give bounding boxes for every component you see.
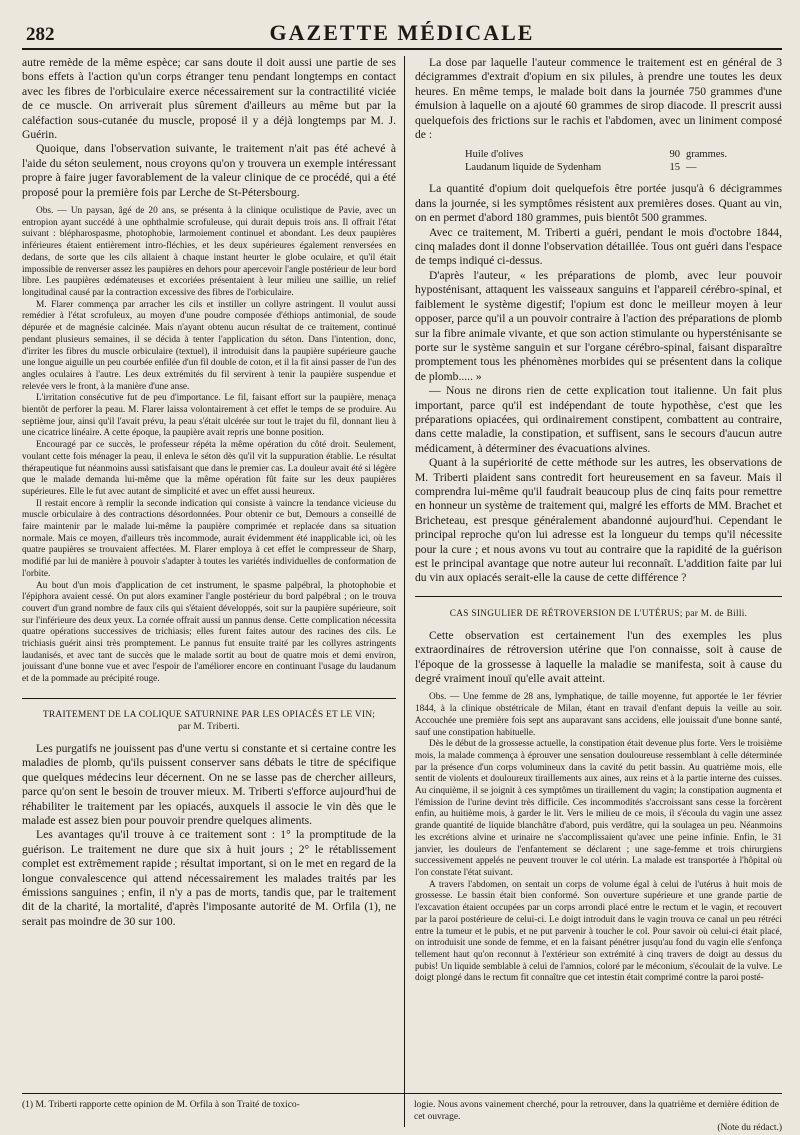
paragraph: La quantité d'opium doit quelquefois être portée jusqu'à 6 décigrammes dans la journée, si les symptômes résistent aux premières doses. Quant au vin, on en permet d'abord 180 grammes, puis bientôt 500 grammes. — [415, 182, 782, 225]
paragraph: La dose par laquelle l'auteur commence le traitement est en général de 3 décigrammes d'extrait d'opium en six pilules, à prendre une toutes les deux heures. En même temps, le malade boit dans la journée 750 grammes d'une émulsion à laquelle on a ajouté 60 grammes de sirop diacode. Il prescrit aussi quelquefois des frictions sur le rachis et l'abdomen, avec un liniment composé de : — [415, 56, 782, 142]
paragraph: Cette observation est certainement l'un des exemples les plus extraordinaires de rétroversion utérine que l'on connaisse, soit à cause de l'époque de la grossesse à laquelle la maladie se manifesta, soit à cause du degré vraiment inouï qu'elle avait atteint. — [415, 628, 782, 686]
paragraph: A travers l'abdomen, on sentait un corps de volume égal à celui de l'utérus à huit mois de grossesse. Le bassin était bien conformé. Son ouverture supérieure et une grande partie de l'excavation étaient occupées par un corps arrondi placé entre le rectum et le vagin, et recouvert par la paroi postérieure de celui-ci. Le doigt introduit dans le vagin trouva ce canal un peu rétréci entre la tumeur et le pubis, et ne put parvenir à toucher le col. Pour savoir où celui-ci était placé, on introduisit une sonde de femme, et en la faisant pénétrer jusqu'au fond du vagin elle s'enfonça tellement haut qu'on reconnut à l'extérieur son extrémité à cinq travers de doigt au dessus du pubis! Un liquide semblable à celui de l'amnios, coloré par le méconium, s'écoulait de la vulve. Le doigt plongé dans le rectum fit connaître que cet intestin était comprimé contre la paroi posté- — [415, 879, 782, 984]
page-number: 282 — [26, 24, 55, 45]
footnote-left: (1) M. Triberti rapporte cette opinion de M. Orfila à son Traité de toxico- — [22, 1100, 300, 1110]
footnotes — [22, 1093, 782, 1135]
paragraph: L'irritation consécutive fut de peu d'importance. Le fil, faisant effort sur la paupière, menaça bientôt de perforer la peau. M. Flarer laissa volontairement à cet effet le temps de se produire. Au septième jour, ainsi qu'il l'avait prévu, la peau s'était ulcérée sur tout le trajet du fil, donnant lieu à une cicatrice linéaire. A cette époque, la paupière avait repris une bonne position. — [22, 393, 396, 439]
right-column — [404, 56, 782, 1127]
recipe-unit: grammes. — [686, 149, 728, 161]
page-header — [22, 14, 782, 50]
recipe-row — [465, 148, 782, 161]
recipe-ingredient: Huile d'olives — [465, 149, 524, 161]
recipe-quantity: 90 — [669, 149, 680, 161]
paragraph: Quoique, dans l'observation suivante, le traitement n'ait pas été achevé à l'aide du séton seulement, nous croyons qu'on y trouvera un exemple intéressant propre à faire juger favorablement de la valeur clinique de ce procédé, qui a été proposé pour la première fois par Lerche de St-Pétersbourg. — [22, 142, 396, 199]
obs-label: Obs. — — [36, 206, 67, 217]
footnote-right-text: logie. Nous avons vainement cherché, pour la retrouver, dans la quatrième et dernière édition de cet ouvrage. — [414, 1100, 779, 1122]
recipe-list — [465, 148, 782, 174]
paragraph: Avec ce traitement, M. Triberti a guéri, pendant le mois d'octobre 1844, cinq malades dont il donne l'observation détaillée. Tous ont guéri dans l'espace de temps indiqué ci-dessus. — [415, 225, 782, 268]
obs-text: Une femme de 28 ans, lymphatique, de taille moyenne, fut apportée le 1er février 1844, à la clinique obstétricale de Milan, étant en travail d'enfant depuis la veille au soir. Accouchée une première fois sept ans auparavant sans accidens, elle jouissait d'une bonne santé, sauf une constipation habituelle. — [415, 692, 782, 738]
paragraph: Il restait encore à remplir la seconde indication qui consiste à vaincre la tendance vicieuse du muscle orbiculaire à des contractions désordonnées. Pour obtenir ce but, Demours a conseillé de faire maintenir par le malade lui-même la paupière comprimée et replacée dans sa situation normale. Mais ce moyen, d'ailleurs très incommode, aurait évidemment été inapplicable ici, où les quatre paupières se trouvaient affectées. M. Flarer employa à cet effet le compresseur de Sharp, modifié par lui de manière à pouvoir s'adapter à toutes les variétés individuelles de conformation de l'orbite. — [22, 498, 396, 579]
section-heading — [22, 698, 396, 734]
paragraph: — Nous ne dirons rien de cette explication tout italienne. Un fait plus important, parce qu'il est indépendant de toute hypothèse, c'est que les préparations opiacées, qui ordinairement constipent, combattent au contraire, dans cette maladie, la constipation, et suffisent, sans le secours d'aucun autre médicament, à déterminer des évacuations alvines. — [415, 384, 782, 455]
recipe-quantity: 15 — [669, 162, 680, 174]
paragraph: autre remède de la même espèce; car sans doute il doit aussi une partie de ses bons effets à l'action qu'un corps étranger tenu pendant longtemps en contact avec les fibres de l'orbiculaire exerce nécessairement sur la contractilité viciée de ce muscle. On arriverait plus sûrement d'ailleurs au même but par la caléfaction sous-cutanée du muscle, proposé il y a déjà longtemps par M. J. Guérin. — [22, 56, 396, 142]
recipe-unit: — — [686, 162, 697, 174]
paragraph: Encouragé par ce succès, le professeur répéta la même opération du côté droit. Seulement, voulant cette fois ménager la peau, il enleva le séton dès qu'il vit la suppuration établie. Le résultat thérapeutique fut néanmoins aussi satisfaisant que dans le premier cas. La douleur avait été si légère que le malade demanda lui-même que la même opération fût faite sur les deux paupières supérieures. Elle le fut avec autant de simplicité et avec un effet aussi heureux. — [22, 440, 396, 497]
observation-paragraph — [22, 206, 396, 300]
paragraph: Les avantages qu'il trouve à ce traitement sont : 1° la promptitude de la guérison. Le traitement ne dure que six à huit jours ; 2° le rétablissement complet est extrêmement rapide ; résultat important, si on le met en regard de la longue convalescence qui attend nécessairement les malades traités par les émissions sanguines ; enfin, il n'y a pas de morts, tandis que, par le traitement dit de la charité, la mortalité, d'après l'imposante autorité de M. Orfila (1), ne serait pas moindre de 30 sur 100. — [22, 828, 396, 928]
paragraph: Au bout d'un mois d'application de cet instrument, le spasme palpébral, la photophobie et l'épiphora avaient cessé. On put alors examiner l'angle postérieur du bord palpébral ; on le trouva couvert d'un grand nombre de faux cils qui s'étaient développés, soit sur la paupière supérieure, soit sur l'inférieure des deux yeux. La cornée offrait aussi un pannus dense. Cette complication nécessita quatre opérations successives de trichiasis; elles furent faites autour des racines des cils. Le trichiasis guérit ainsi très promptement. Le pannus fut ensuite traité par les collyres astringents laudanisés, et avec tant de succès que le malade sortit au bout de quatre mois et demi environ, jouissant d'une bonne vue et avec l'espoir de l'améliorer encore en continuant l'usage du laudanum et de la pommade au précipité rouge. — [22, 580, 396, 685]
left-column — [22, 56, 404, 1127]
recipe-row — [465, 161, 782, 174]
obs-text: Un paysan, âgé de 20 ans, se présenta à la clinique oculistique de Pavie, avec un entropion ayant succédé à une ophthalmie scrofuleuse, qui durait depuis trois ans. Il offrait l'état suivant : blépharospasme, photophobie, larmoiement continuel et abondant. Les deux paupières inférieures étaient entièrement intro-fléchies, et les deux supérieures également renversées en dedans, de sorte que les cils allaient à chaque instant heurter le globe oculaire, et qu'il était impossible de renverser assez les paupières en dehors pour apercevoir l'angle postérieur de leur bord libre. Les paupières œdémateuses et excoriées présentaient à leur milieu une saillie, un relief longitudinal causé par la contraction excessive des fibres de l'orbiculaire. — [22, 206, 396, 298]
paragraph: Dès le début de la grossesse actuelle, la constipation était devenue plus forte. Vers le troisième mois, la malade commença à éprouver une sensation douloureuse ressemblant à celle déterminée par la présence d'un corps volumineux dans la cavité du petit bassin. Au quatrième mois, elle sentit de violents et douloureux tiraillements aux aines, aux reins et à la partie interne des cuisses. Au cinquième, il se joignit à ces symptômes un tiraillement du vagin; la constipation augmenta et l'émission de l'urine devint très difficile. Ces incommodités s'accroissant sans cesse la forcèrent enfin, au huitième mois, à garder le lit. Vers le milieu de ce mois, il s'écoula du vagin une assez grande quantité de liquide blanchâtre d'abord, puis verdâtre, qui la soulagea un peu. Néanmoins les excrétions alvine et urinaire ne s'accomplissaient qu'avec une peine infinie. Enfin, le 31 janvier, les douleurs de l'enfantement se déclarent ; une sage-femme et trois chirurgiens successivement appelés ne peuvent trouver le col utérin. La malade est transportée à l'hôpital où l'on constate l'état suivant. — [415, 739, 782, 878]
section-heading-title: TRAITEMENT DE LA COLIQUE SATURNINE PAR LES OPIACÉS ET LE VIN; — [42, 709, 376, 720]
paragraph: D'après l'auteur, « les préparations de plomb, avec leur pouvoir hyposténisant, attaquent les vaisseaux sanguins et l'appareil cérébro-spinal, et faiblement le système digestif; l'opium est donc le meilleur moyen à leur opposer, parce qu'il a un pouvoir contraire à l'action des préparations de plomb sur la fibre animale vivante, et que son action stimulante ou hypersténisante se porte sur le système sanguin et sur l'organe cérébro-spinal, faisant disparaître promptement tous les phénomènes morbides qui se présentent dans la colique de plomb..... » — [415, 268, 782, 383]
article-columns — [22, 56, 782, 1127]
paragraph: Les purgatifs ne jouissent pas d'une vertu si constante et si certaine contre les maladies de plomb, qu'ils puissent conserver sans débats le titre de spécifique que quelques médecins leur décernent. On ne se lasse pas de chercher ailleurs, parce qu'on sent le besoin de trouver mieux. M. Triberti s'efforce aujourd'hui de réhabiliter le traitement par les opiacés, auxquels il associe le vin dès que le malade est assez bien pour pouvoir prendre quelques aliments. — [22, 741, 396, 827]
paragraph: Quant à la supériorité de cette méthode sur les autres, les observations de M. Triberti plaident sans contredit fort heureusement en sa faveur. Mais il comprendra lui-même qu'il faudrait beaucoup plus de cinq faits pour remettre en honneur un système de traitement qui, malgré les efforts de MM. Brachet et Bricheteau, est presque généralement abandonné aujourd'hui. Cependant le principal reproche qu'on lui adresse est la longueur du temps qu'il nécessite pour la cure ; et nous avons vu tout au contraire que la rapidité de la guérison est le principal avantage que notre auteur lui reconnaît. L'addition faite par lui du vin aux opiacés serait-elle la cause de cette différence ? — [415, 456, 782, 585]
section-heading: CAS SINGULIER DE RÉTROVERSION DE L'UTÉRUS; par M. de Billi. — [415, 596, 782, 619]
section-heading-byline: par M. Triberti. — [178, 722, 240, 733]
recipe-ingredient: Laudanum liquide de Sydenham — [465, 162, 602, 174]
paragraph: M. Flarer commença par arracher les cils et instiller un collyre astringent. Il voulut aussi remédier à l'état scrofuleux, au moyen d'une poudre composée d'éthiops antimonial, de soude dépurée et de magnésie calcinée. Mais n'ayant obtenu aucun résultat de ce traitement, continué pendant plusieurs semaines, il se décida à tenter l'application du séton. Dans l'intention, donc, d'irriter les fibres du muscle orbiculaire (textuel), il introduisit dans la paupière supérieure gauche une longue aiguille un peu courbée enfilée d'un fil double de coton, et il la fit ainsi passer de l'un des angles oculaires à l'autre. Les deux extrémités du fil servirent à tenir la paupière suspendue et relevée vers le front, à la manière d'une anse. — [22, 299, 396, 392]
footnote-right — [404, 1100, 782, 1135]
obs-label: Obs. — — [429, 692, 460, 703]
observation-paragraph — [415, 692, 782, 739]
editor-note: (Note du rédact.) — [717, 1123, 782, 1133]
journal-title: GAZETTE MÉDICALE — [269, 20, 535, 45]
